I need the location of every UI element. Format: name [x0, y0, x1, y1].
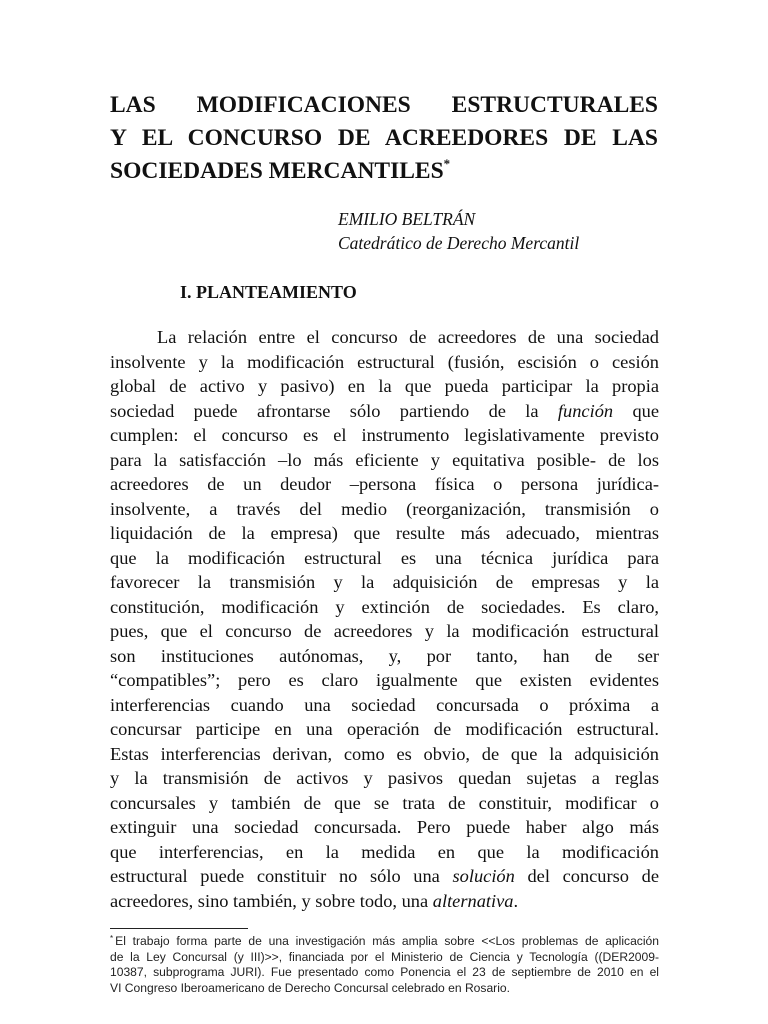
body-line: [110, 472, 659, 497]
body-text-segment: La relación entre el concurso de acreedores de una sociedad: [157, 327, 659, 347]
body-text-segment: Estas interferencias derivan, como es obvio, de que la adquisición: [110, 743, 659, 764]
body-line: [110, 399, 659, 424]
footnote: [110, 934, 659, 996]
body-line: [110, 717, 659, 742]
body-text-segment: para la satisfacción –lo más eficiente y equitativa posible- de los: [110, 449, 659, 470]
body-text-segment: que: [613, 400, 659, 421]
body-text-segment: insolvente y la modificación estructural (fusión, escisión o cesión: [110, 351, 659, 372]
body-line: [110, 374, 659, 399]
body-text-segment: del concurso de: [514, 866, 659, 886]
body-line: [110, 423, 659, 448]
body-line: [110, 840, 659, 865]
body-line: [110, 521, 659, 546]
body-line: [110, 570, 659, 595]
footnote-marker: *: [110, 934, 114, 943]
document-title: [110, 89, 658, 188]
body-line: [110, 815, 659, 840]
body-emphasis: función: [557, 400, 614, 421]
body-line: [110, 742, 659, 767]
footnote-text: 10387, subprograma JURI). Fue presentado como Ponencia el 23 de septiembre de 2010 en el: [110, 965, 659, 979]
body-line: [110, 448, 659, 473]
body-text-segment: “compatibles”; pero es claro igualmente que existen evidentes: [110, 670, 659, 690]
body-text-segment: estructural puede constituir no sólo una: [110, 866, 453, 886]
author-position: Catedrático de Derecho Mercantil: [338, 233, 580, 253]
title-line: [110, 155, 658, 188]
body-line: [110, 546, 659, 571]
title-line: Y EL CONCURSO DE ACREEDORES DE LAS: [110, 125, 658, 151]
body-line: [110, 791, 659, 816]
body-text-segment: son instituciones autónomas, y, por tanto, han de ser: [110, 645, 659, 666]
title-line: LAS MODIFICACIONES ESTRUCTURALES: [110, 92, 658, 118]
body-line: [110, 325, 659, 350]
body-text-segment: que la modificación estructural es una técnica jurídica para: [110, 547, 659, 568]
footnote-text: de la Ley Concursal (y III)>>, financiada por el Ministerio de Ciencia y Tecnología ((DER2009-: [110, 949, 659, 964]
footnote-text: VI Congreso Iberoamericano de Derecho Concursal celebrado en Rosario.: [110, 980, 510, 995]
body-line: [110, 889, 659, 914]
footnote-text: El trabajo forma parte de una investigación más amplia sobre <<Los problemas de aplicación: [115, 934, 659, 948]
body-text-segment: constitución, modificación y extinción de sociedades. Es claro,: [110, 596, 659, 617]
body-text-segment: insolvente, a través del medio (reorganización, transmisión o: [110, 498, 659, 519]
body-text-segment: liquidación de la empresa) que resulte más adecuado, mientras: [110, 523, 659, 543]
title-footnote-marker[interactable]: *: [443, 156, 451, 171]
footnote-divider: [110, 928, 248, 929]
body-text-segment: interferencias cuando una sociedad concursada o próxima a: [110, 694, 659, 715]
body-line: [110, 619, 659, 644]
body-text-segment: concursales y también de que se trata de constituir, modificar o: [110, 792, 659, 813]
footnote-line: [110, 965, 659, 981]
body-line: [110, 864, 659, 889]
body-paragraph: [110, 325, 659, 913]
body-line: [110, 595, 659, 620]
body-text-segment: acreedores de un deudor –persona física o persona jurídica-: [110, 474, 659, 494]
body-emphasis: solución: [452, 866, 515, 886]
body-text-segment: favorecer la transmisión y la adquisición de empresas y la: [110, 572, 659, 592]
body-line: [110, 693, 659, 718]
section-heading: I. PLANTEAMIENTO: [180, 282, 357, 302]
body-text-segment: acreedores, sino también, y sobre todo, una: [110, 890, 433, 911]
body-line: [110, 497, 659, 522]
footnote-line: [110, 934, 659, 950]
body-emphasis: alternativa: [432, 890, 514, 911]
body-text-segment: extinguir una sociedad concursada. Pero puede haber algo más: [110, 817, 659, 837]
author-name: EMILIO BELTRÁN: [338, 209, 476, 229]
body-text-segment: que interferencias, en la medida en que la modificación: [110, 841, 659, 862]
title-line-text: SOCIEDADES MERCANTILES: [110, 158, 444, 184]
body-text-segment: concursar participe en una operación de modificación estructural.: [110, 719, 659, 739]
body-text-segment: pues, que el concurso de acreedores y la modificación estructural: [110, 621, 659, 641]
author-block: [338, 207, 579, 255]
body-line: [110, 668, 659, 693]
body-line: [110, 644, 659, 669]
footnote-line: [110, 981, 659, 997]
body-text-segment: y la transmisión de activos y pasivos quedan sujetas a reglas: [110, 768, 659, 788]
body-text-segment: .: [513, 890, 519, 911]
body-line: [110, 766, 659, 791]
body-text-segment: sociedad puede afrontarse sólo partiendo de la: [110, 400, 558, 421]
body-text-segment: cumplen: el concurso es el instrumento legislativamente previsto: [110, 425, 659, 445]
body-text-segment: global de activo y pasivo) en la que pueda participar la propia: [110, 376, 659, 396]
footnote-line: [110, 950, 659, 966]
body-line: [110, 350, 659, 375]
